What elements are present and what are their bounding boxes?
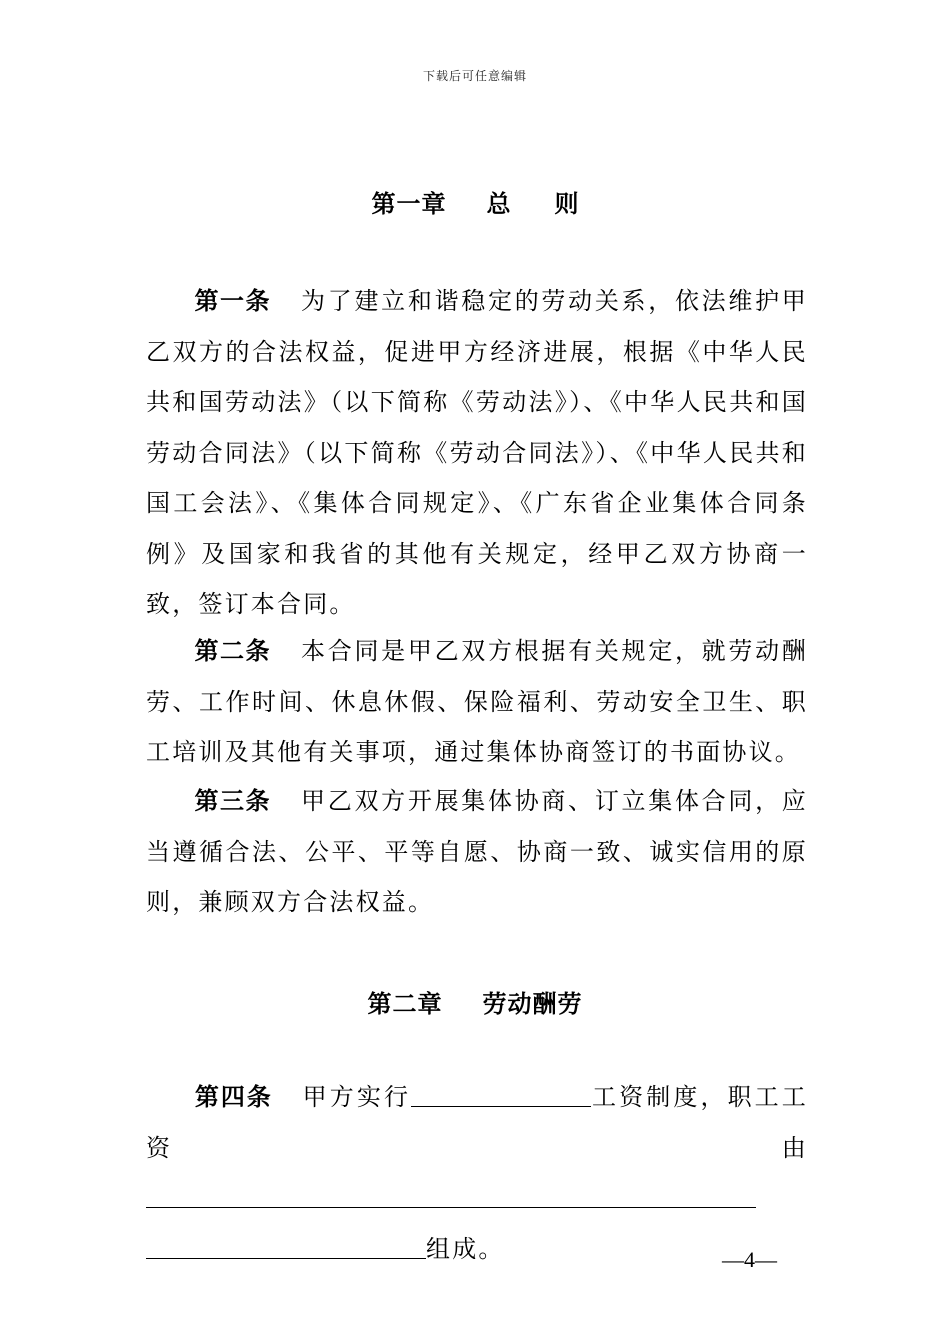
article-1 (146, 276, 808, 630)
article-1-label: 第一条 (194, 287, 272, 315)
chapter-1-number: 第一章 (371, 190, 447, 218)
article-2-text: 本合同是甲乙双方根据有关规定，就劳动酬劳、工作时间、休息休假、保险福利、劳动安全卫生、职工培训及其他有关事项，通过集体协商签订的书面协议。 (146, 637, 808, 766)
article-3 (146, 776, 808, 928)
article-4-label: 第四条 (194, 1083, 273, 1111)
article-3-label: 第三条 (194, 787, 272, 815)
article-1-text: 为了建立和谐稳定的劳动关系，依法维护甲乙双方的合法权益，促进甲方经济进展，根据《中华人民共和国劳动法》（以下简称《劳动法》）、《中华人民共和国劳动合同法》（以下简称《劳动合同法》）、《中华人民共和国工会法》、《集体合同规定》、《广东省企业集体合同条例》及国家和我省的其他有关规定，经甲乙双方协商一致，签订本合同。 (146, 287, 808, 618)
article-3-text: 甲乙双方开展集体协商、订立集体合同，应当遵循合法、公平、平等自愿、协商一致、诚实信用的原则，兼顾双方合法权益。 (146, 787, 808, 916)
article-4-text-2: 工资制度，职工工资由 (146, 1083, 808, 1162)
chapter-2-title: 劳动酬劳 (482, 990, 583, 1018)
chapter-2-heading (0, 984, 950, 1019)
article-2 (146, 626, 808, 778)
article-4-text-1: 甲方实行 (302, 1083, 412, 1111)
article-4-text-3: 组成。 (426, 1234, 505, 1263)
page-header: 下载后可任意编辑 (422, 69, 527, 83)
chapter-2-number: 第二章 (367, 990, 443, 1018)
article-4 (146, 1072, 808, 1274)
chapter-1-title: 总则 (486, 190, 623, 218)
wage-system-blank (411, 1082, 591, 1107)
page-number: —4— (722, 1247, 777, 1272)
wage-composition-blank-1 (146, 1183, 756, 1208)
article-2-label: 第二条 (194, 637, 272, 665)
wage-composition-blank-2 (146, 1234, 426, 1259)
chapter-1-heading (0, 184, 950, 219)
